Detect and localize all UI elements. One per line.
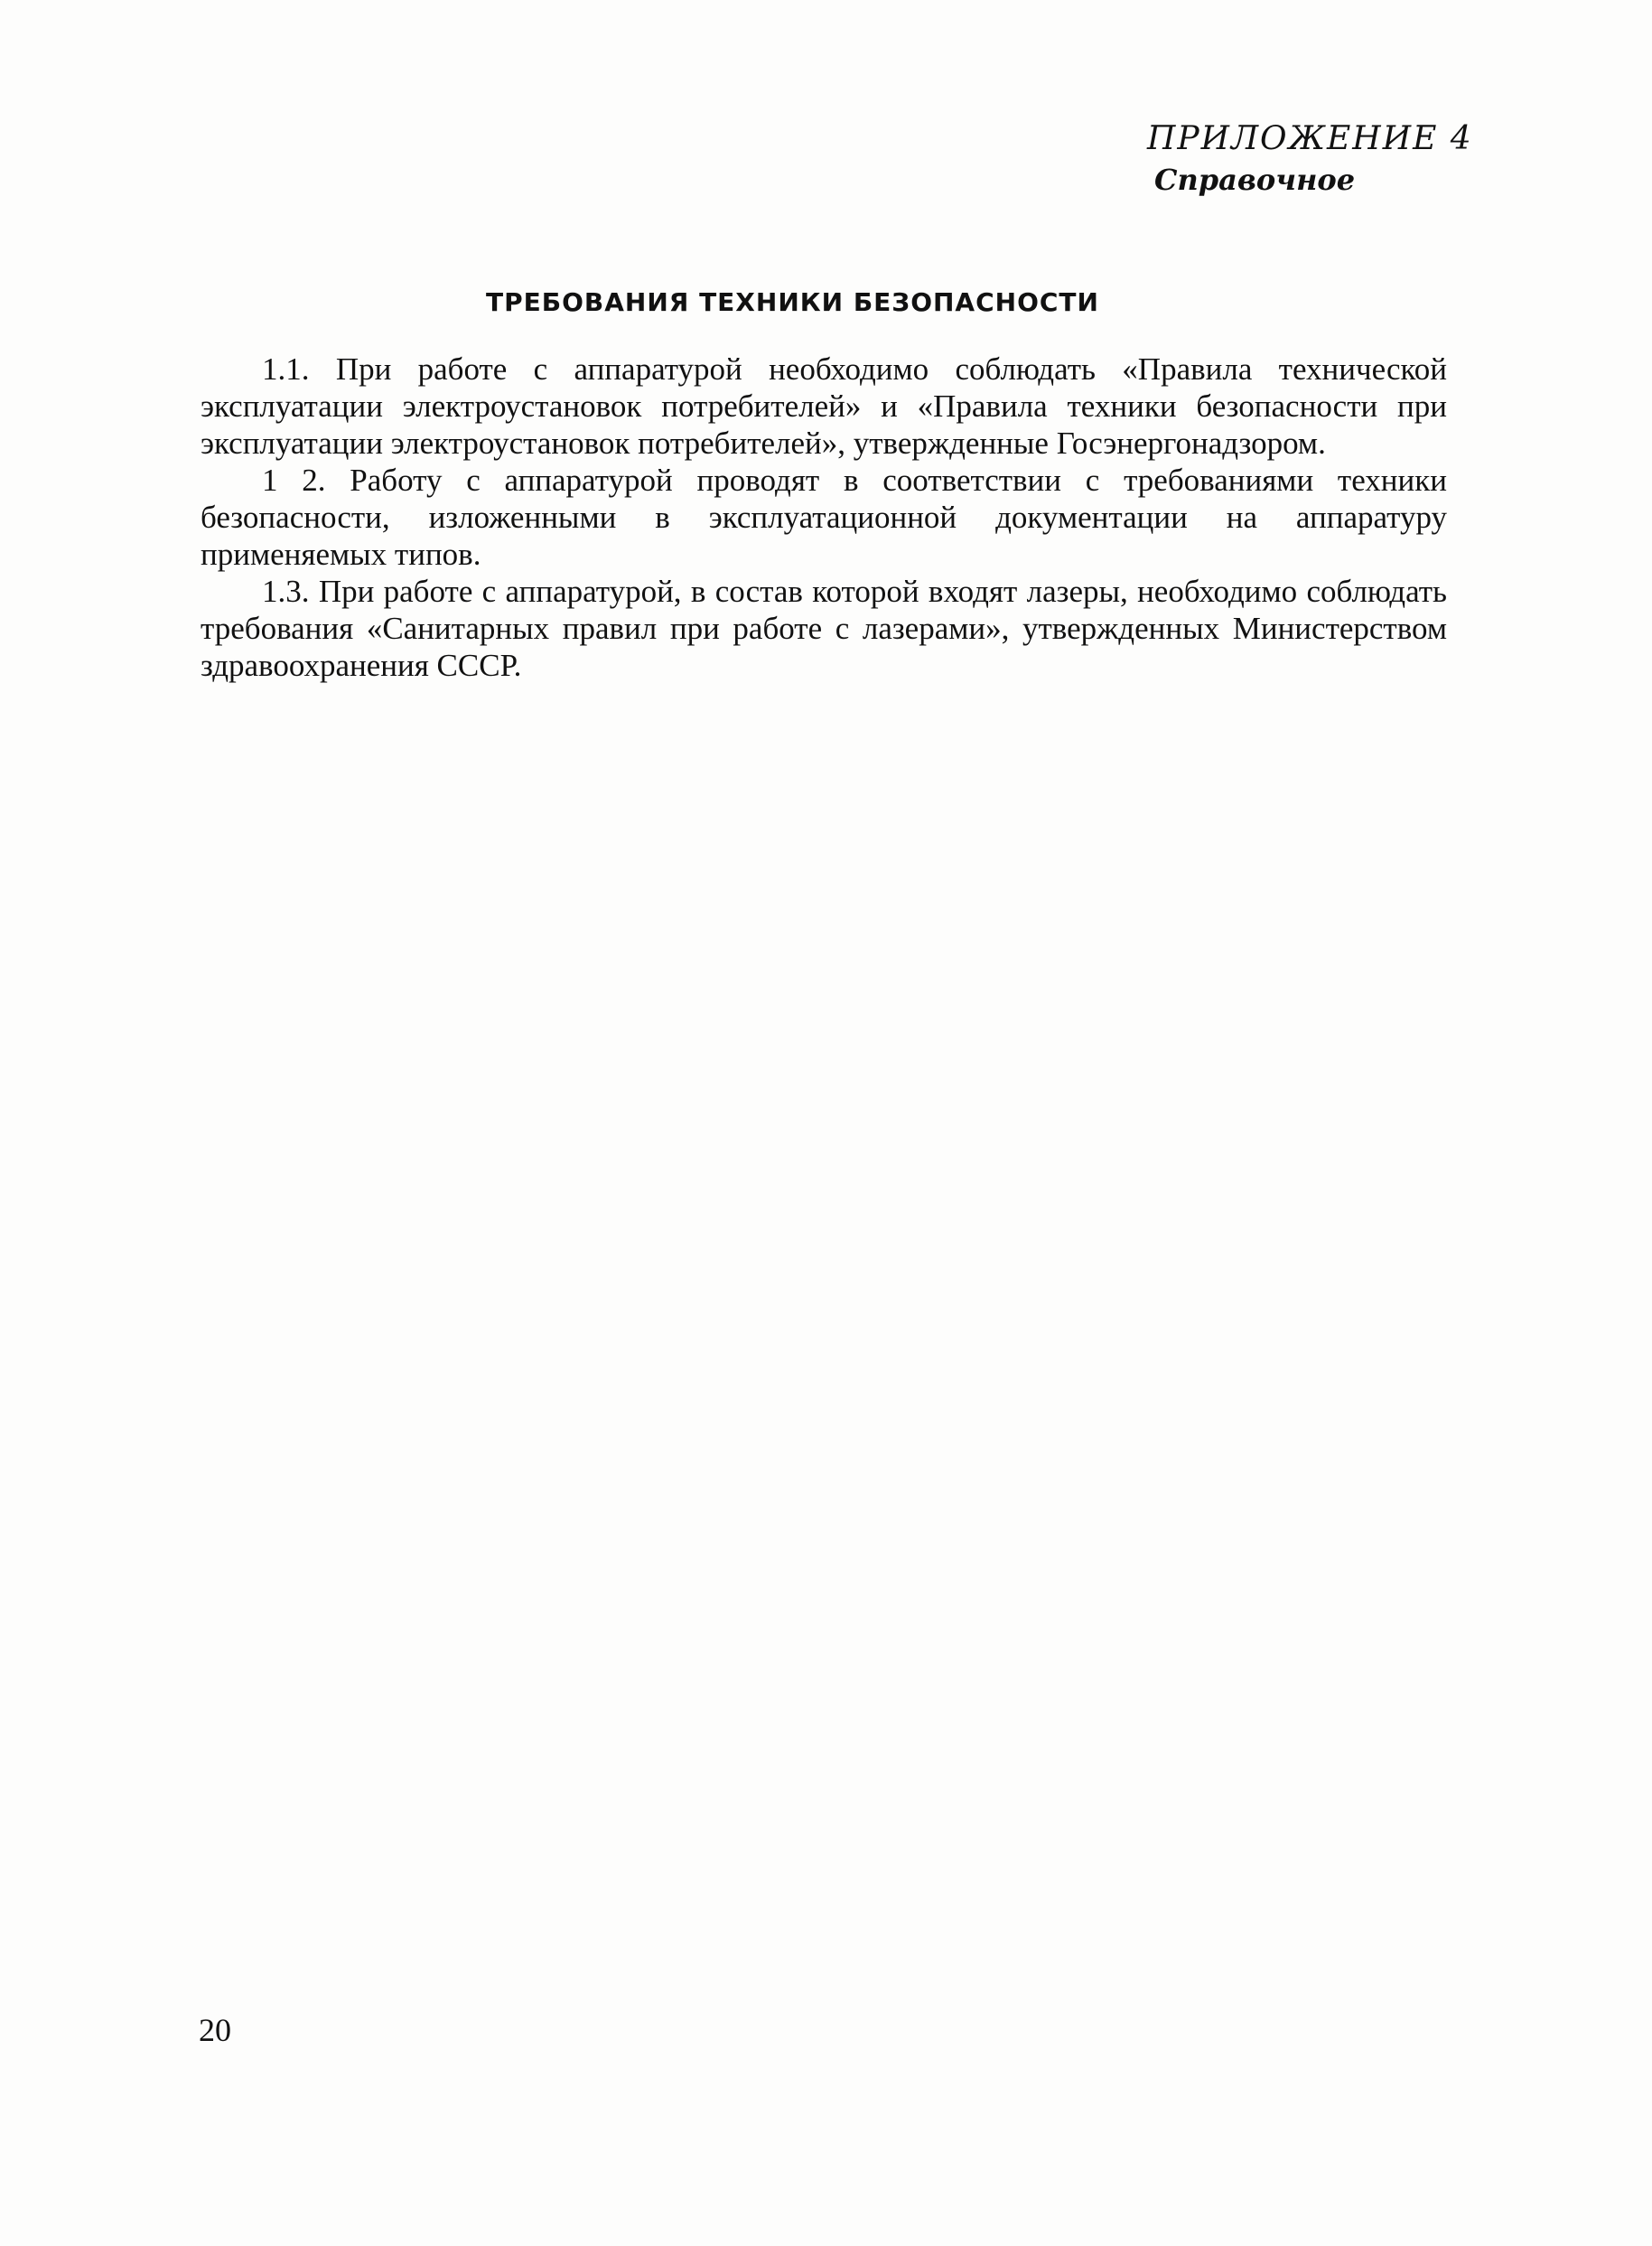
body-text (201, 351, 1447, 684)
paragraph-1-2: 1 2. Работу с аппаратурой проводят в соответствии с требованиями техники безопасности, изложенными в эксплуатационной документации на аппаратуру применяемых типов. (201, 463, 1447, 572)
appendix-header (1147, 117, 1526, 199)
paragraph-1-1: 1.1. При работе с аппаратурой необходимо соблюдать «Правила технической эксплуатации электроустановок потребителей» и «Правила техники безопасности при эксплуатации электроустановок потребителей», утвержденные Госэнергонадзором. (201, 351, 1447, 461)
paragraph-1-3: 1.3. При работе с аппаратурой, в состав которой входят лазеры, необходимо соблюдать требования «Санитарных правил при работе с лазерами», утвержденных Министерством здравоохранения СССР. (201, 574, 1447, 683)
appendix-label: ПРИЛОЖЕНИЕ 4 (1147, 120, 1473, 157)
appendix-status: Справочное (1154, 163, 1356, 197)
section-title: ТРЕБОВАНИЯ ТЕХНИКИ БЕЗОПАСНОСТИ (486, 287, 1099, 317)
page-number: 20 (199, 2012, 231, 2048)
